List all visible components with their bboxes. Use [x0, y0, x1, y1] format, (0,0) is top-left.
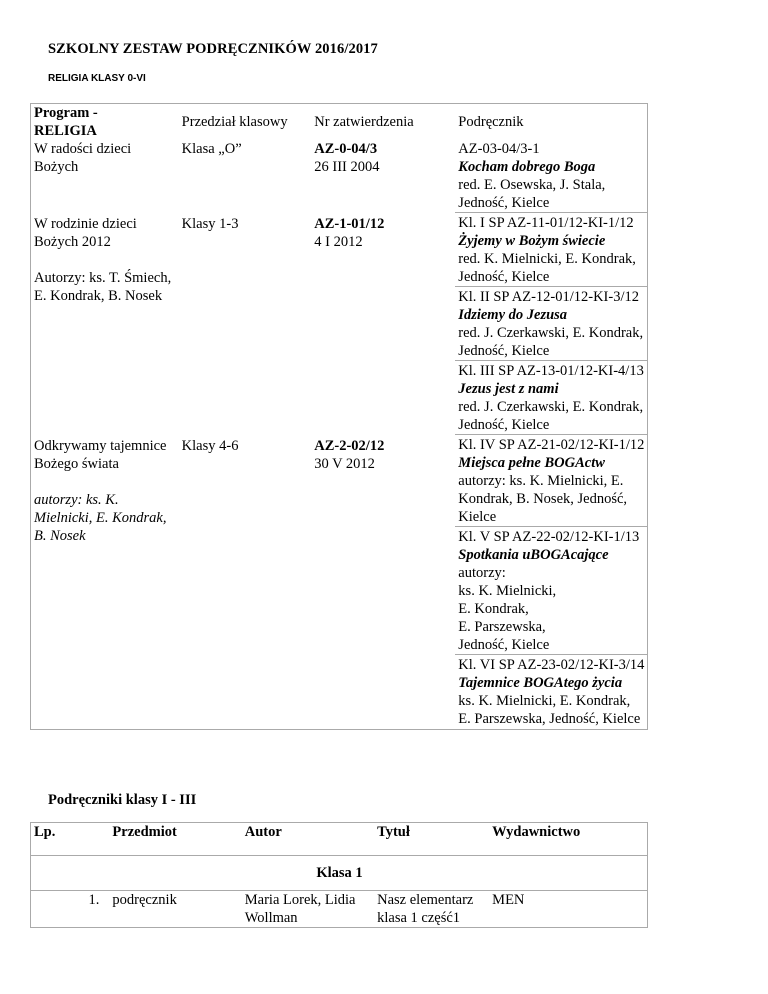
table-row — [31, 213, 648, 435]
class-range: Klasa „O” — [181, 141, 242, 157]
book-title: Kocham dobrego Boga — [458, 159, 596, 175]
book-code: Kl. IV SP AZ-21-02/12-KI-1/12 — [458, 437, 645, 453]
book-info: red. K. Mielnicki, E. Kondrak, Jedność, Kielce — [458, 251, 636, 285]
book-info: red. E. Osewska, J. Stala, Jedność, Kielce — [458, 177, 606, 211]
header-podrecznik: Podręcznik — [458, 114, 524, 130]
approval-cell — [311, 140, 455, 213]
book-entry — [455, 286, 647, 360]
header-przedzial: Przedział klasowy — [181, 114, 288, 130]
book-code: Kl. I SP AZ-11-01/12-KI-1/12 — [458, 215, 634, 231]
table-header-row — [31, 823, 648, 856]
section-title: Podręczniki klasy I - III — [48, 792, 197, 808]
approval-number: AZ-0-04/3 — [314, 141, 378, 157]
book-code: Kl. VI SP AZ-23-02/12-KI-3/14 — [458, 657, 645, 673]
document-title: SZKOLNY ZESTAW PODRĘCZNIKÓW 2016/2017 — [48, 41, 378, 57]
row-przedmiot: podręcznik — [109, 891, 241, 928]
book-info: autorzy: ks. K. Mielnicki, E. Kondrak, B. Nosek, Jedność, Kielce — [458, 473, 628, 525]
book-list — [455, 213, 647, 435]
book-title: Idziemy do Jezusa — [458, 307, 568, 323]
program-authors: Autorzy: ks. T. Śmiech, E. Kondrak, B. Nosek — [34, 269, 172, 304]
header-nr: Nr zatwierdzenia — [314, 114, 414, 130]
program-authors: autorzy: ks. K. Mielnicki, E. Kondrak, B. Nosek — [34, 491, 167, 544]
approval-date: 4 I 2012 — [314, 233, 363, 250]
program-cell — [31, 435, 179, 730]
class-range: Klasy 4-6 — [181, 437, 239, 454]
approval-date: 26 III 2004 — [314, 159, 380, 175]
class-range: Klasy 1-3 — [181, 215, 239, 232]
group-label: Klasa 1 — [31, 856, 648, 891]
book-info: red. J. Czerkawski, E. Kondrak, Jedność, Kielce — [458, 325, 644, 359]
row-wydawnictwo: MEN — [489, 891, 647, 928]
header-lp: Lp. — [34, 824, 56, 840]
approval-number: AZ-2-02/12 — [314, 437, 385, 454]
book-entry — [455, 360, 647, 434]
book-info: red. J. Czerkawski, E. Kondrak, Jedność, Kielce — [458, 399, 644, 433]
book-title: Tajemnice BOGAtego życia — [458, 675, 623, 691]
header-tytul: Tytuł — [377, 824, 410, 840]
approval-number: AZ-1-01/12 — [314, 215, 385, 232]
program-name: Odkrywamy tajemnice Bożego świata — [34, 437, 167, 472]
book-title: Spotkania uBOGAcające — [458, 547, 609, 563]
table-row — [31, 140, 648, 213]
header-program: Program - RELIGIA — [34, 105, 98, 139]
header-przedmiot: Przedmiot — [112, 824, 177, 840]
religion-program-table — [30, 103, 648, 730]
row-lp: 1. — [31, 891, 110, 928]
table-row — [31, 891, 648, 928]
book-code: AZ-03-04/3-1 — [458, 141, 540, 157]
book-entry — [455, 213, 647, 286]
approval-date: 30 V 2012 — [314, 455, 375, 472]
book-title: Miejsca pełne BOGActw — [458, 455, 605, 471]
book-code: Kl. III SP AZ-13-01/12-KI-4/13 — [458, 363, 644, 379]
group-row — [31, 856, 648, 891]
book-cell — [455, 140, 647, 213]
book-list — [455, 435, 647, 730]
book-info: ks. K. Mielnicki, E. Kondrak, E. Parszewska, Jedność, Kielce — [458, 693, 641, 727]
book-code: Kl. II SP AZ-12-01/12-KI-3/12 — [458, 289, 639, 305]
textbook-table — [30, 822, 648, 928]
book-code: Kl. V SP AZ-22-02/12-KI-1/13 — [458, 529, 640, 545]
book-title: Jezus jest z nami — [458, 381, 559, 397]
header-autor: Autor — [244, 824, 282, 840]
book-title: Żyjemy w Bożym świecie — [458, 233, 606, 249]
row-tytul: Nasz elementarz klasa 1 część1 — [374, 891, 489, 928]
book-entry — [455, 654, 647, 729]
header-wydawnictwo: Wydawnictwo — [492, 824, 581, 840]
approval-cell — [311, 213, 455, 435]
approval-cell — [311, 435, 455, 730]
row-autor: Maria Lorek, Lidia Wollman — [242, 891, 374, 928]
book-info: autorzy: ks. K. Mielnicki, E. Kondrak, E. Parszewska, Jedność, Kielce — [458, 565, 557, 653]
program-cell — [31, 213, 179, 435]
book-entry — [455, 526, 647, 654]
program-name: W radości dzieci Bożych — [34, 141, 132, 175]
table-header-row — [31, 104, 648, 141]
table-row — [31, 435, 648, 730]
program-name: W rodzinie dzieci Bożych 2012 — [34, 215, 137, 250]
document-subtitle: RELIGIA KLASY 0-VI — [48, 73, 146, 84]
book-entry — [455, 435, 647, 526]
